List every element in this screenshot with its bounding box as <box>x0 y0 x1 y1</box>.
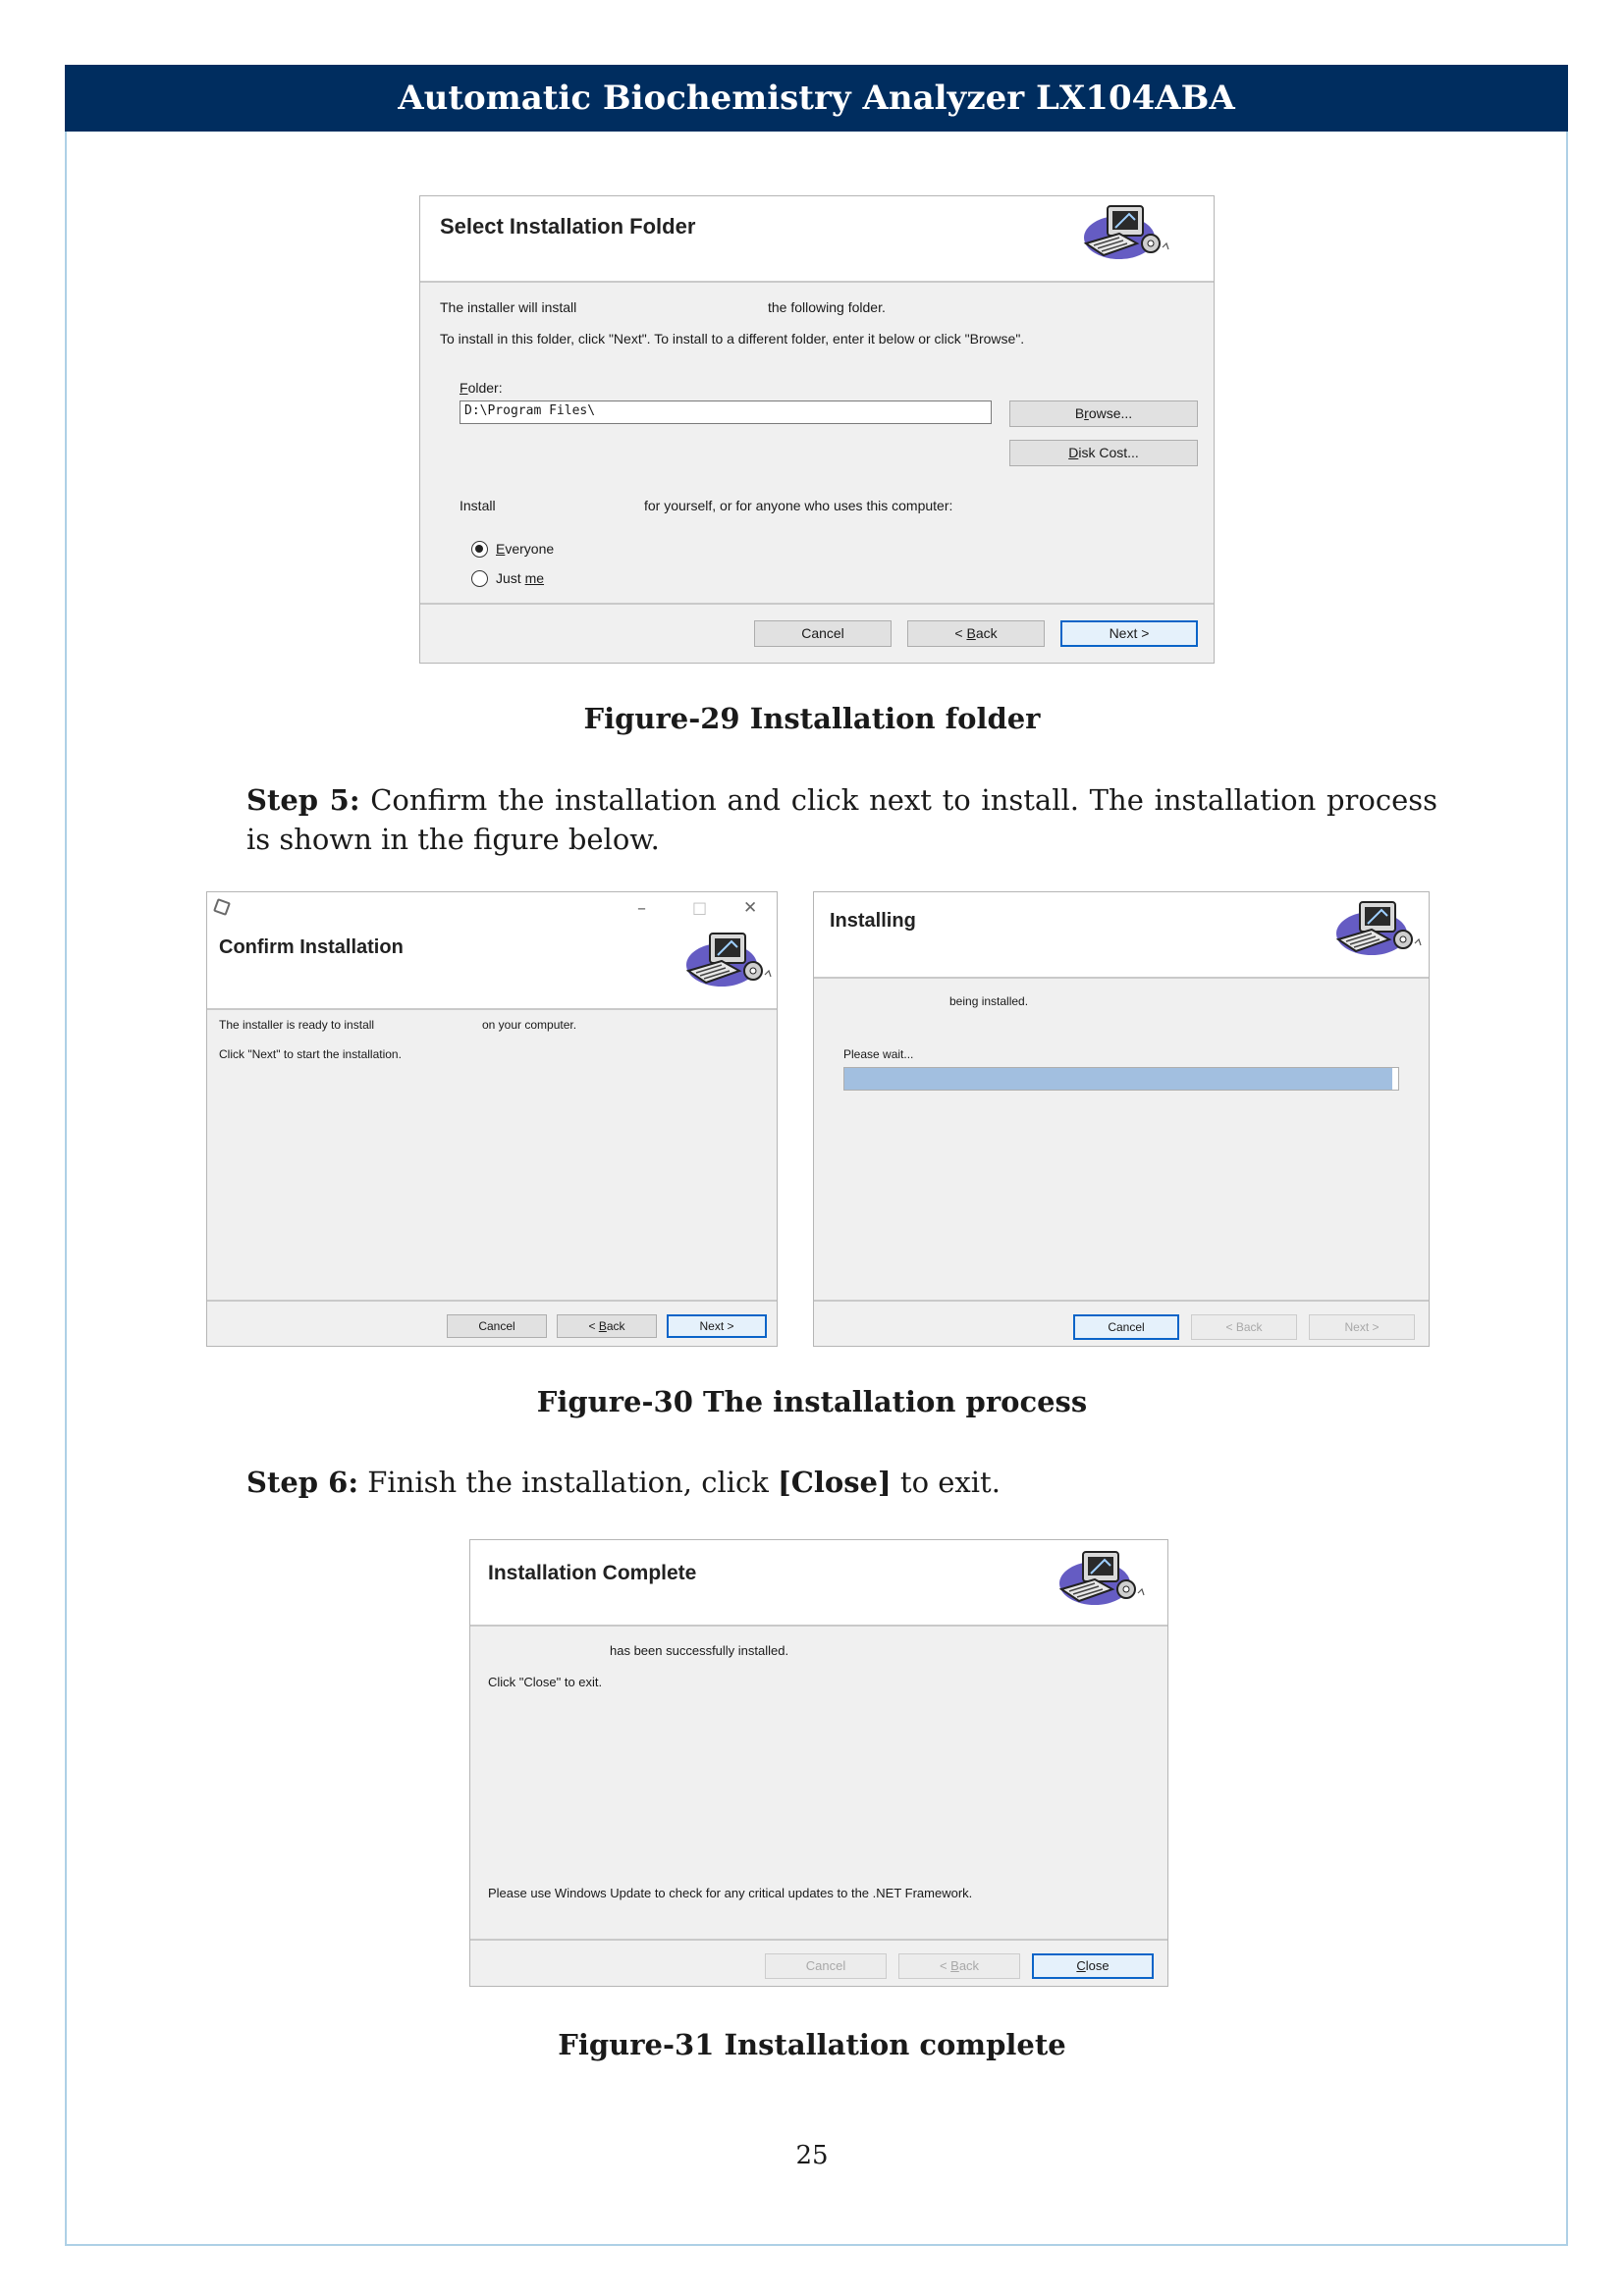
cancel-button[interactable]: Cancel <box>754 620 892 647</box>
everyone-accel: E <box>496 541 506 557</box>
back-label-accel: B <box>950 1958 959 1973</box>
dialog-header <box>420 196 1214 283</box>
computer-setup-icon <box>1332 896 1427 963</box>
select-installation-folder-dialog <box>419 195 1215 664</box>
browse-label-accel: r <box>1084 405 1089 421</box>
figure-30-caption: Figure-30 The installation process <box>536 1385 1088 1418</box>
minimize-button[interactable]: – <box>637 898 646 919</box>
dialog-header <box>207 892 777 1010</box>
close-accel: C <box>1076 1958 1086 1973</box>
header-title: Automatic Biochemistry Analyzer LX104ABA <box>398 79 1235 118</box>
back-button[interactable] <box>907 620 1045 647</box>
back-button-disabled <box>898 1953 1020 1979</box>
dialog-title: Installation Complete <box>488 1562 697 1584</box>
confirm-line-1a: The installer is ready to install <box>219 1018 375 1032</box>
dialog-title: Select Installation Folder <box>440 214 696 239</box>
back-label-a: < <box>588 1319 599 1333</box>
dialog-title: Installing <box>830 910 916 932</box>
computer-setup-icon <box>1080 200 1174 267</box>
folder-label-accel: F <box>460 380 468 396</box>
computer-setup-icon <box>682 928 777 994</box>
close-button[interactable] <box>1032 1953 1154 1979</box>
everyone-text: veryone <box>505 541 555 557</box>
dialog-header <box>814 892 1429 979</box>
back-button-disabled: < Back <box>1191 1314 1297 1340</box>
install-scope-b: for yourself, or for anyone who uses this computer: <box>644 498 953 513</box>
step-6-text-b: to exit. <box>891 1466 1001 1499</box>
dialog-title: Confirm Installation <box>219 936 404 958</box>
installation-complete-dialog <box>469 1539 1168 1987</box>
everyone-label[interactable] <box>496 541 554 557</box>
everyone-radio[interactable] <box>471 541 488 558</box>
installing-dialog <box>813 891 1430 1347</box>
page-number: 25 <box>795 2141 829 2170</box>
computer-setup-icon <box>1056 1546 1150 1613</box>
just-me-accel: me <box>524 570 545 586</box>
folder-label-text: older: <box>467 380 503 396</box>
close-instruction-line: Click "Close" to exit. <box>488 1675 603 1689</box>
disk-cost-button[interactable] <box>1009 440 1198 466</box>
windows-update-line: Please use Windows Update to check for any critical updates to the .NET Framework. <box>488 1886 973 1900</box>
installation-progress-bar <box>843 1067 1399 1091</box>
back-label-b: ack <box>975 625 998 641</box>
maximize-button[interactable]: □ <box>692 898 708 917</box>
folder-path-input[interactable] <box>460 400 992 424</box>
install-scope-a: Install <box>460 498 496 513</box>
just-me-label[interactable] <box>496 570 544 586</box>
please-wait-text: Please wait... <box>843 1047 914 1061</box>
cancel-button-disabled: Cancel <box>765 1953 887 1979</box>
back-label-a: < <box>954 625 967 641</box>
disk-cost-accel: D <box>1068 445 1079 460</box>
close-window-button[interactable]: ✕ <box>743 898 758 918</box>
next-button[interactable]: Next > <box>1060 620 1198 647</box>
step-5-text: Confirm the installation and click next to install. The installation process is shown in the figure below. <box>246 783 1438 856</box>
close-label: lose <box>1085 1958 1110 1973</box>
just-me-radio[interactable] <box>471 570 488 587</box>
figure-31-caption: Figure-31 Installation complete <box>558 2028 1066 2061</box>
browse-label-a: B <box>1074 405 1085 421</box>
cancel-button[interactable]: Cancel <box>447 1314 547 1338</box>
back-label-accel: B <box>966 625 976 641</box>
step-6-text-a: Finish the installation, click <box>358 1466 779 1499</box>
setup-app-icon <box>213 898 231 916</box>
next-button-disabled: Next > <box>1309 1314 1415 1340</box>
page-header <box>65 65 1568 132</box>
next-button[interactable]: Next > <box>667 1314 767 1338</box>
dialog-header <box>470 1540 1167 1627</box>
back-label-b: ack <box>606 1319 625 1333</box>
intro-line-2: To install in this folder, click "Next". To install to a different folder, enter it below or click "Browse". <box>440 331 1025 347</box>
step-6-paragraph <box>246 1463 1437 1502</box>
back-label-accel: B <box>598 1319 607 1333</box>
being-installed-text: being installed. <box>949 994 1029 1008</box>
back-label-b: ack <box>958 1958 980 1973</box>
step-6-label: Step 6: <box>246 1466 359 1499</box>
intro-line-1b: the following folder. <box>768 299 886 315</box>
cancel-button[interactable]: Cancel <box>1073 1314 1179 1340</box>
confirm-installation-dialog <box>206 891 778 1347</box>
confirm-line-1b: on your computer. <box>482 1018 577 1032</box>
browse-button[interactable] <box>1009 400 1198 427</box>
browse-label-b: owse... <box>1088 405 1133 421</box>
success-line: has been successfully installed. <box>610 1643 789 1658</box>
figure-29-caption: Figure-29 Installation folder <box>583 702 1041 735</box>
back-label-a: < <box>939 1958 951 1973</box>
confirm-line-2: Click "Next" to start the installation. <box>219 1047 402 1061</box>
back-button[interactable] <box>557 1314 657 1338</box>
progress-fill <box>844 1068 1392 1090</box>
intro-line-1a: The installer will install <box>440 299 577 315</box>
step-5-paragraph <box>246 780 1437 859</box>
step-5-label: Step 5: <box>246 783 360 817</box>
disk-cost-label: isk Cost... <box>1078 445 1139 460</box>
folder-path-value: D:\Program Files\ <box>464 403 596 418</box>
step-6-close-bold: [Close] <box>778 1466 892 1499</box>
just-me-text: Just <box>496 570 525 586</box>
folder-label <box>460 380 503 396</box>
